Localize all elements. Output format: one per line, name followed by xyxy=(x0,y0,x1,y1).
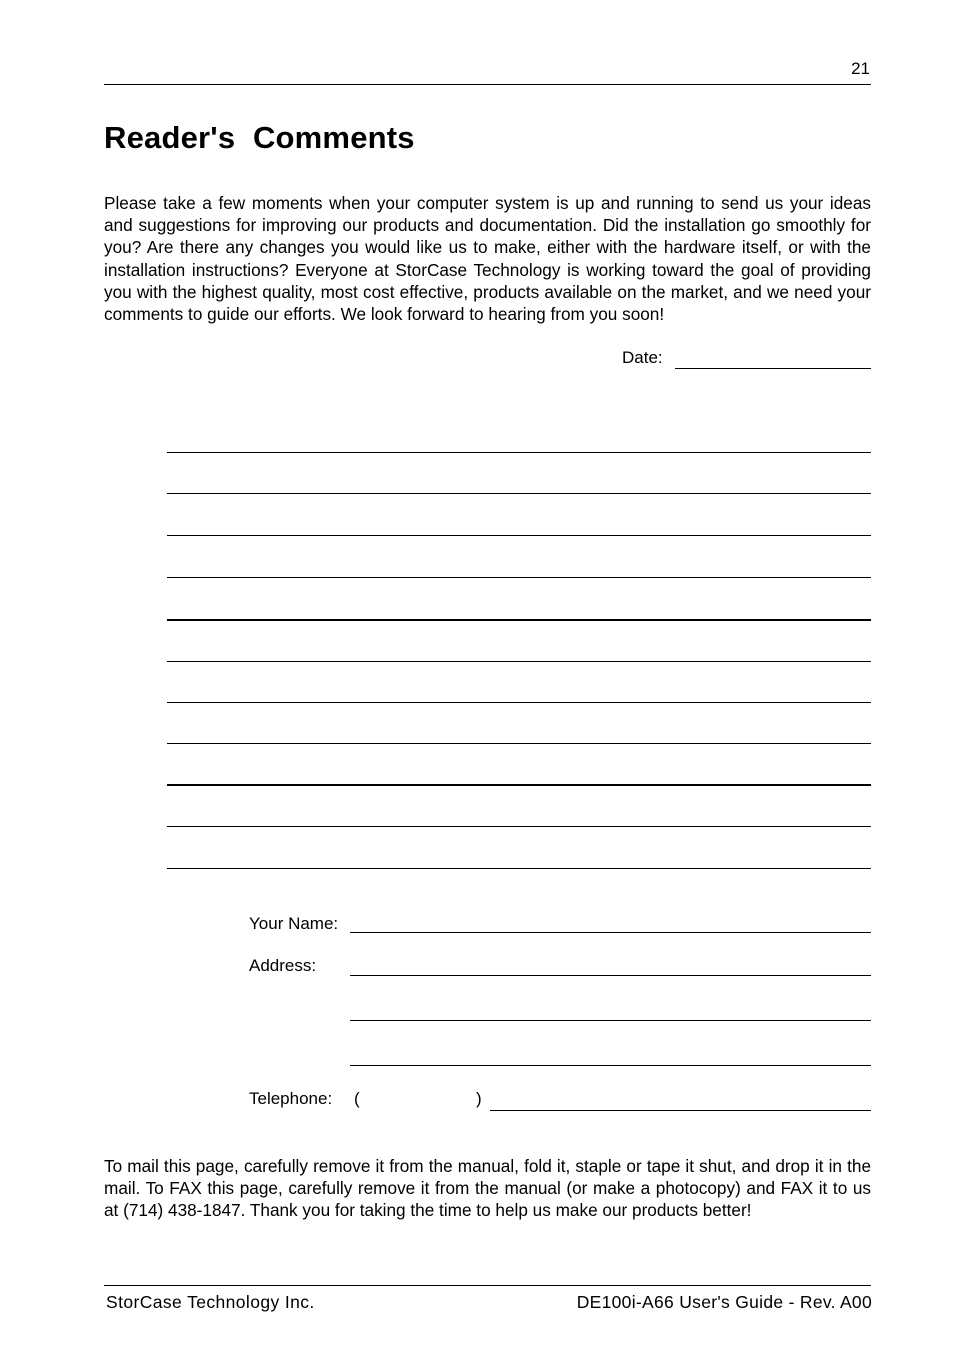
header-rule xyxy=(104,84,871,85)
comment-line[interactable] xyxy=(167,535,871,536)
comment-line[interactable] xyxy=(167,619,871,621)
name-label: Your Name: xyxy=(249,914,339,933)
date-field[interactable] xyxy=(675,368,871,369)
footer-company: StorCase Technology Inc. xyxy=(106,1292,315,1312)
footer-guide-title: DE100i-A66 User's Guide - Rev. A00 xyxy=(576,1292,872,1312)
comment-line[interactable] xyxy=(167,661,871,662)
comment-line[interactable] xyxy=(167,826,871,827)
comment-line[interactable] xyxy=(167,493,871,494)
page-number: 21 xyxy=(851,59,870,78)
name-field[interactable] xyxy=(350,932,871,933)
telephone-field[interactable] xyxy=(490,1110,871,1111)
comment-line[interactable] xyxy=(167,702,871,703)
comment-line[interactable] xyxy=(167,577,871,578)
address-field-line-1[interactable] xyxy=(350,975,871,976)
comment-line[interactable] xyxy=(167,868,871,869)
address-field-line-2[interactable] xyxy=(350,1020,871,1021)
footer-rule xyxy=(104,1285,871,1286)
comment-line[interactable] xyxy=(167,452,871,453)
address-field-line-3[interactable] xyxy=(350,1065,871,1066)
phone-open-paren: ( xyxy=(354,1089,360,1108)
date-label: Date: xyxy=(622,348,663,367)
phone-close-paren: ) xyxy=(476,1089,482,1108)
page-title: Reader's Comments xyxy=(104,120,415,155)
intro-paragraph: Please take a few moments when your computer system is up and running to send us your ideas and suggestions for improving our products and documentation. Did the installation go smoothly for you? Are there any changes you would like us to make, either with the hardware itself, or with the installation instructions? Everyone at StorCase Technology is working toward the goal of providing you with the highest quality, most cost effective, products available on the market, and we need your comments to guide our efforts. We look forward to hearing from you soon! xyxy=(104,193,871,325)
comment-line[interactable] xyxy=(167,784,871,786)
telephone-label: Telephone: xyxy=(249,1089,333,1108)
comment-line[interactable] xyxy=(167,743,871,744)
address-label: Address: xyxy=(249,956,317,975)
closing-paragraph: To mail this page, carefully remove it from the manual, fold it, staple or tape it shut, and drop it in the mail. To FAX this page, carefully remove it from the manual (or make a photocopy) and FAX it to us at (714) 438-1847. Thank you for taking the time to help us make our products better! xyxy=(104,1156,871,1220)
